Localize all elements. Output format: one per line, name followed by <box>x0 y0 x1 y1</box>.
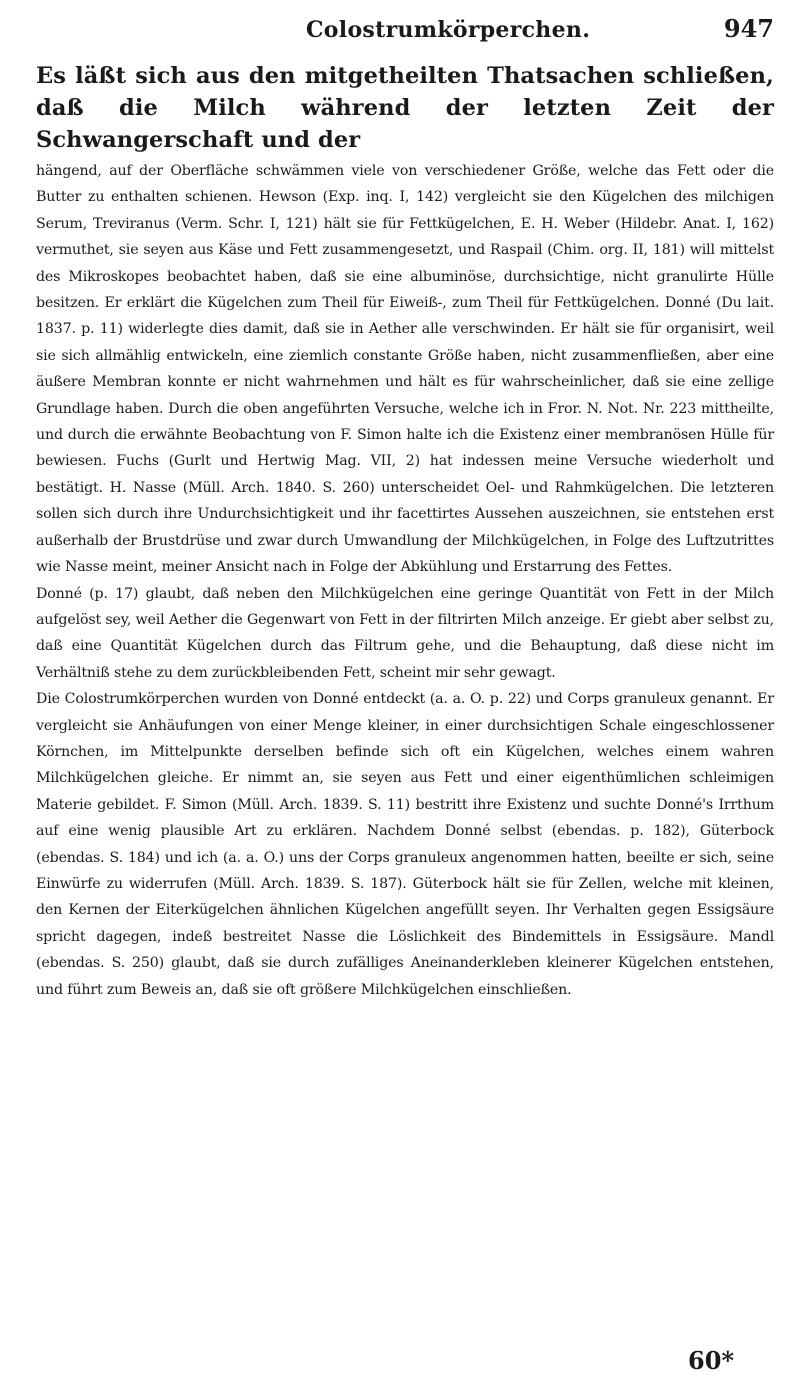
paragraph: Die Colostrumkörperchen wurden von Donné entdeckt (a. a. O. p. 22) und Corps granuleux genannt. Er vergleicht sie Anhäufungen von einer Menge kleiner, in einer durchsichtigen Schale eingeschlossener Körnchen, im Mittelpunkte derselben befinde sich oft ein Kügelchen, welches einem wahren Milchkügelchen gleiche. Er nimmt an, sie seyen aus Fett und einer eigenthümlichen schleimigen Materie gebildet. F. Simon (Müll. Arch. 1839. S. 11) bestritt ihre Existenz und suchte Donné's Irrthum auf eine wenig plausible Art zu erklären. Nachdem Donné selbst (ebendas. p. 182), Güterbock (ebendas. S. 184) und ich (a. a. O.) uns der Corps granuleux angenommen hatten, beeilte er sich, seine Einwürfe zu widerrufen (Müll. Arch. 1839. S. 187). Güterbock hält sie für Zellen, welche mit kleinen, den Kernen der Eiterkügelchen ähnlichen Kügelchen angefüllt seyen. Ihr Verhalten gegen Essigsäure spricht dagegen, indeß bestreitet Nasse die Löslichkeit des Bindemittels in Essigsäure. Mandl (ebendas. S. 250) glaubt, daß sie durch zufälliges Aneinanderkleben kleinerer Kügelchen entstehen, und führt zum Beweis an, daß sie oft größere Milchkügelchen einschließen. <box>36 691 774 998</box>
signature-mark: 60* <box>688 1346 734 1375</box>
page-number: 947 <box>723 14 774 43</box>
page-header <box>36 14 774 50</box>
paragraph: hängend, auf der Oberfläche schwämmen viele von verschiedener Größe, welche das Fett oder die Butter zu enthalten schienen. Hewson (Exp. inq. I, 142) vergleicht sie den Kügelchen des milchigen Serum, Treviranus (Verm. Schr. I, 121) hält sie für Fettkügelchen, E. H. Weber (Hildebr. Anat. I, 162) vermuthet, sie seyen aus Käse und Fett zusammengesetzt, und Raspail (Chim. org. II, 181) will mittelst des Mikroskopes beobachtet haben, daß sie eine albuminöse, durchsichtige, nicht granulirte Hülle besitzen. Er erklärt die Kügelchen zum Theil für Eiweiß-, zum Theil für Fettkügelchen. Donné (Du lait. 1837. p. 11) widerlegte dies damit, daß sie in Aether alle verschwinden. Er hält sie für organisirt, weil sie sich allmählig entwickeln, eine ziemlich constante Größe haben, nicht zusammenfließen, aber eine äußere Membran konnte er nicht wahrnehmen und hält es für wahrscheinlicher, daß sie eine zellige Grundlage haben. Durch die oben angeführten Versuche, welche ich in Fror. N. Not. Nr. 223 mittheilte, und durch die erwähnte Beobachtung von F. Simon halte ich die Existenz einer membranösen Hülle für bewiesen. Fuchs (Gurlt und Hertwig Mag. VII, 2) hat indessen meine Versuche wiederholt und bestätigt. H. Nasse (Müll. Arch. 1840. S. 260) unterscheidet Oel- und Rahmkügelchen. Die letzteren sollen sich durch ihre Undurchsichtigkeit und ihr facettirtes Aussehen auszeichnen, sie entstehen erst außerhalb der Brustdrüse und zwar durch Umwandlung der Milchkügelchen, in Folge des Luftzutrittes wie Nasse meint, meiner Ansicht nach in Folge der Abkühlung und Erstarrung des Fettes. <box>36 163 774 576</box>
running-title: Colostrumkörperchen. <box>306 17 591 43</box>
body-text <box>36 158 774 1003</box>
intro-sentence: Es läßt sich aus den mitgetheilten Thatsachen schließen, daß die Milch während der letzten Zeit der Schwangerschaft und der <box>36 63 774 153</box>
document-page <box>36 14 774 1384</box>
paragraph: Donné (p. 17) glaubt, daß neben den Milchkügelchen eine geringe Quantität von Fett in der Milch aufgelöst sey, weil Aether die Gegenwart von Fett in der filtrirten Milch anzeige. Er giebt aber selbst zu, daß eine Quantität Kügelchen durch das Filtrum gehe, und die Behauptung, daß diese nicht im Verhältniß stehe zu dem zurückbleibenden Fett, scheint mir sehr gewagt. <box>36 585 774 681</box>
